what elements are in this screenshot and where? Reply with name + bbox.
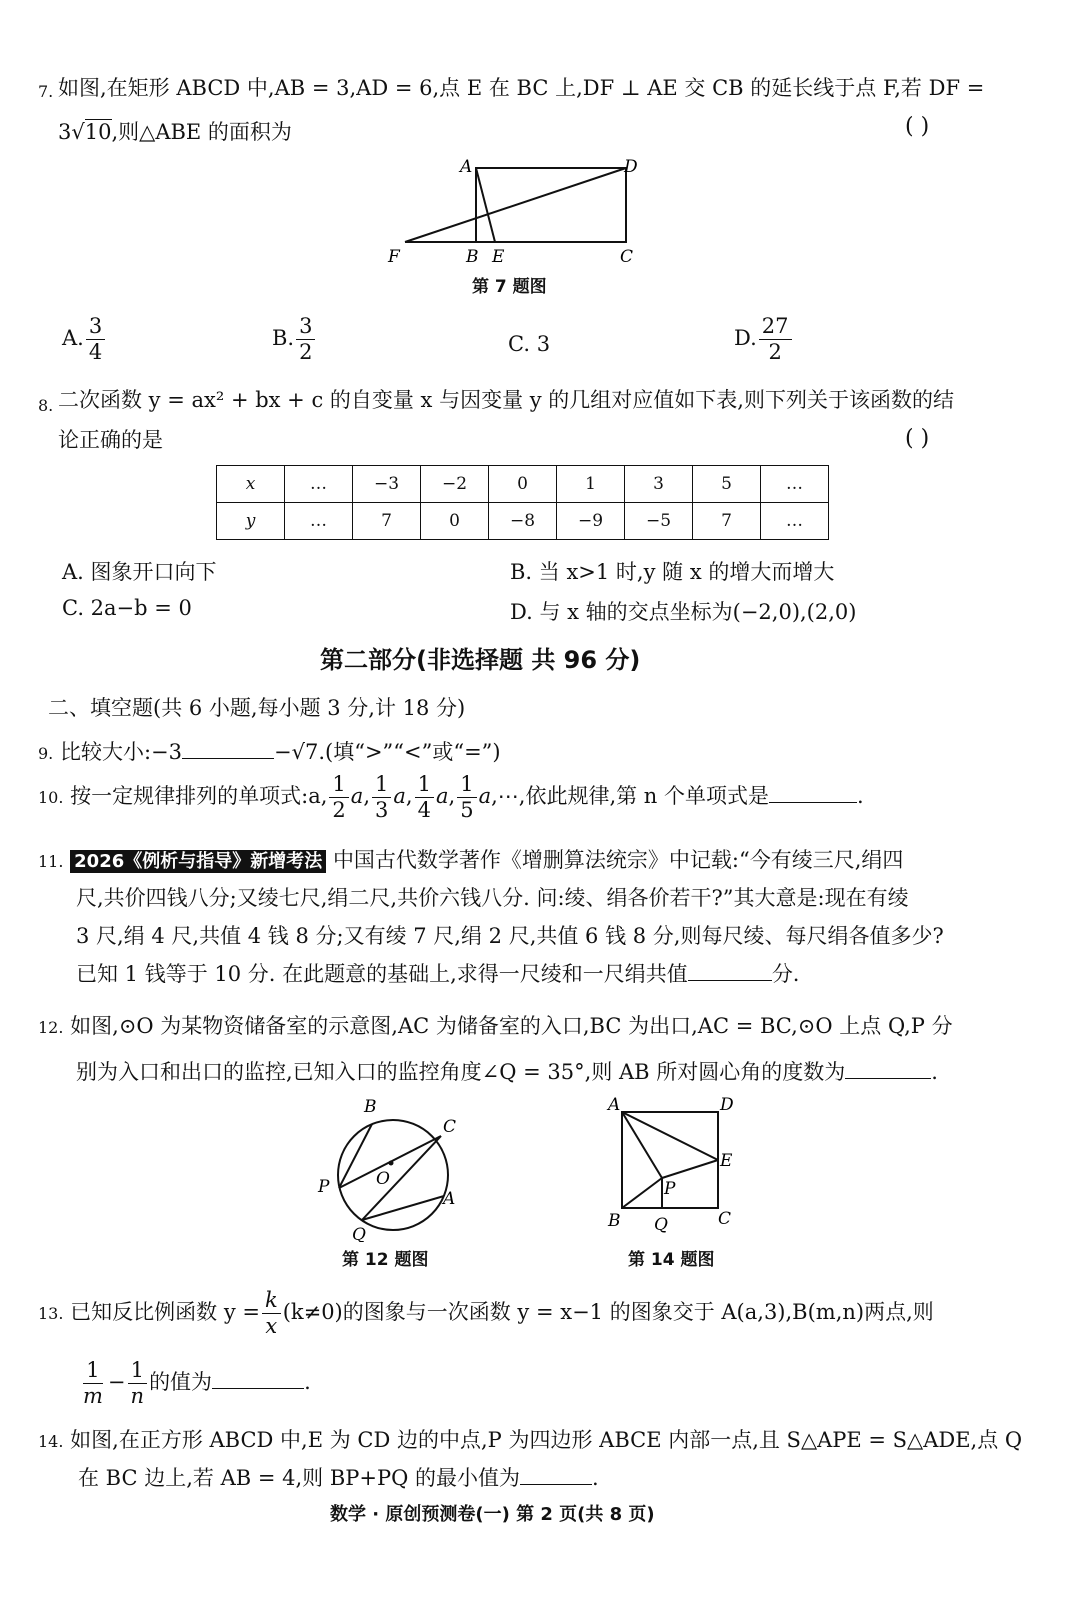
q11-line1: 11. 2026《例析与指导》新增考法 中国古代数学著作《增删算法统宗》中记载:“今有绫三尺,绢四	[38, 848, 904, 872]
label-c: C	[443, 1117, 457, 1137]
label-p: P	[664, 1179, 676, 1199]
q7-figure	[380, 150, 650, 270]
q12-line2: 别为入口和出口的监控,已知入口的监控角度∠Q = 35°,则 AB 所对圆心角的度数为 .	[76, 1060, 938, 1084]
table-cell: 0	[489, 466, 557, 503]
table-cell: y	[217, 503, 285, 540]
table-cell: x	[217, 466, 285, 503]
part2-title: 第二部分(非选择题 共 96 分)	[320, 646, 641, 674]
segment-bp	[622, 1178, 662, 1208]
q9-answer-blank[interactable]	[182, 740, 274, 759]
q14-answer-blank[interactable]	[520, 1466, 592, 1485]
q7-option-d: D. $\frac{27}{2}$	[734, 316, 794, 363]
table-cell: 3	[625, 466, 693, 503]
q12-answer-blank[interactable]	[845, 1060, 931, 1079]
q11-line4: 已知 1 钱等于 10 分. 在此题意的基础上,求得一尺绫和一尺绢共值 分.	[76, 962, 800, 986]
table-cell: 1	[557, 466, 625, 503]
q7-option-a: A. $\frac{3}{4}$	[62, 316, 107, 363]
segment-ae	[476, 168, 495, 242]
table-row-x	[217, 466, 829, 503]
section2-heading: 二、填空题(共 6 小题,每小题 3 分,计 18 分)	[48, 696, 466, 720]
label-e: E	[720, 1151, 733, 1171]
circle-o	[338, 1120, 448, 1230]
label-q: Q	[352, 1225, 366, 1242]
label-q: Q	[654, 1215, 668, 1235]
q8-answer-bracket: ( )	[905, 426, 930, 451]
table-cell: 7	[693, 503, 761, 540]
q8-value-table	[216, 465, 829, 540]
table-cell: −8	[489, 503, 557, 540]
q8-option-d: D. 与 x 轴的交点坐标为(−2,0),(2,0)	[510, 600, 857, 624]
q14-figure-caption: 第 14 题图	[628, 1250, 715, 1270]
q11-line2: 尺,共价四钱八分;又绫七尺,绢二尺,共价六钱八分. 问:绫、绢各价若干?”其大意是:现在有绫	[76, 886, 909, 910]
q8-line2: 论正确的是	[58, 428, 163, 452]
label-c: C	[620, 247, 634, 267]
q7-number: 7.	[38, 82, 54, 101]
q13-line2: $\frac{1}{m}$ − $\frac{1}{n}$ 的值为 .	[83, 1358, 311, 1408]
q11-line3: 3 尺,绢 4 尺,共值 4 钱 8 分;又有绫 7 尺,绢 2 尺,共值 6 钱 8 分,则每尺绫、每尺绢各值多少?	[76, 924, 944, 948]
table-cell: 5	[693, 466, 761, 503]
table-cell: −3	[353, 466, 421, 503]
rectangle-abcd	[476, 168, 626, 242]
table-cell: …	[285, 466, 353, 503]
new-question-tag: 2026《例析与指导》新增考法	[70, 850, 326, 873]
q8-option-c: C. 2a−b = 0	[62, 596, 192, 620]
label-d: D	[720, 1095, 734, 1115]
q7-option-b: B. $\frac{3}{2}$	[272, 316, 317, 363]
q12-figure-caption: 第 12 题图	[342, 1250, 429, 1270]
label-a: A	[443, 1189, 456, 1209]
q7-line1: 如图,在矩形 ABCD 中,AB = 3,AD = 6,点 E 在 BC 上,DF ⊥ AE 交 CB 的延长线于点 F,若 DF =	[58, 76, 985, 100]
label-b: B	[364, 1097, 377, 1117]
q14-line2: 在 BC 边上,若 AB = 4,则 BP+PQ 的最小值为 .	[78, 1466, 599, 1490]
q14-line1: 14. 如图,在正方形 ABCD 中,E 为 CD 边的中点,P 为四边形 ABCE 内部一点,且 S△APE = S△ADE,点 Q	[38, 1428, 1023, 1452]
q7-option-c: C. 3	[508, 332, 551, 356]
label-a: A	[608, 1095, 621, 1115]
label-a: A	[460, 157, 473, 177]
q7-figure-caption: 第 7 题图	[472, 277, 547, 297]
q8-option-a: A. 图象开口向下	[62, 560, 217, 584]
q9: 9. 比较大小:−3 −√7.(填“>”“<”或“=”)	[38, 740, 501, 764]
q12-line1: 12. 如图,⊙O 为某物资储备室的示意图,AC 为储备室的入口,BC 为出口,AC = BC,⊙O 上点 Q,P 分	[38, 1014, 953, 1038]
q8-number: 8.	[38, 396, 54, 415]
segment-df	[405, 168, 626, 242]
table-cell: −2	[421, 466, 489, 503]
page-footer: 数学 · 原创预测卷(一) 第 2 页(共 8 页)	[330, 1504, 655, 1525]
label-f: F	[388, 247, 400, 267]
table-cell: …	[285, 503, 353, 540]
q10-answer-blank[interactable]	[769, 784, 857, 803]
table-cell: −5	[625, 503, 693, 540]
segment-pe	[662, 1160, 718, 1178]
table-cell: …	[761, 466, 829, 503]
q13-line1: 13. 已知反比例函数 y = $\frac{k}{x}$ (k≠0)的图象与一次函数 y = x−1 的图象交于 A(a,3),B(m,n)两点,则	[38, 1288, 934, 1338]
table-row-y	[217, 503, 829, 540]
table-cell: −9	[557, 503, 625, 540]
table-cell: …	[761, 503, 829, 540]
table-cell: 7	[353, 503, 421, 540]
label-o: O	[376, 1169, 390, 1189]
q12-figure	[310, 1092, 470, 1242]
q14-figure	[600, 1092, 750, 1242]
label-c: C	[718, 1209, 732, 1229]
center-point	[389, 1161, 394, 1166]
label-b: B	[466, 247, 479, 267]
label-d: D	[624, 157, 638, 177]
q8-option-b: B. 当 x>1 时,y 随 x 的增大而增大	[510, 560, 835, 584]
q7-line2: 3√10,则△ABE 的面积为	[58, 120, 292, 144]
label-b: B	[608, 1211, 621, 1231]
label-e: E	[492, 247, 505, 267]
label-p: P	[318, 1177, 330, 1197]
table-cell: 0	[421, 503, 489, 540]
q10: 10. 按一定规律排列的单项式:a, $\frac{1}{2}$ a, $\frac{1}{3}$ a, $\frac{1}{4}$ a, $\frac{1}{5}$ a,⋯,依此规律,第 n 个单项式是 .	[38, 772, 864, 822]
q8-line1: 二次函数 y = ax² + bx + c 的自变量 x 与因变量 y 的几组对应值如下表,则下列关于该函数的结	[58, 388, 954, 412]
q13-answer-blank[interactable]	[212, 1370, 304, 1389]
q11-answer-blank[interactable]	[688, 962, 772, 981]
q7-answer-bracket: ( )	[905, 114, 930, 139]
